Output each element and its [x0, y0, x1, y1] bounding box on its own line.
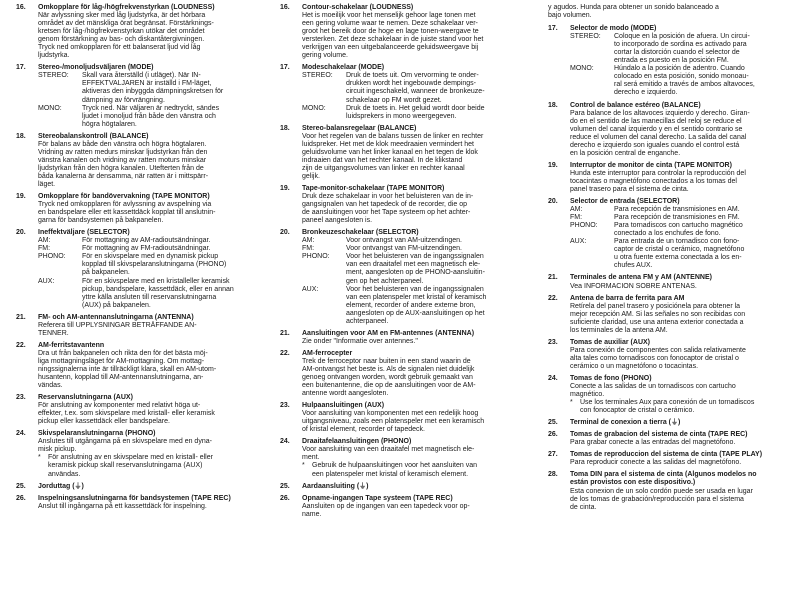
item-text: Esta conexion de un solo cordón puede ser usada en lugar de los tomas de grabación/reproducción para el sistema de cinta. — [570, 487, 753, 511]
item-body — [302, 438, 517, 478]
manual-item — [16, 314, 249, 338]
note-text: Gebruik de hulpaansluitingen voor het aansluiten van een platenspeler met kristal of keramisch element. — [312, 462, 478, 478]
item-text: Para conexión de componentes con salida relativamente alta tales como tornadiscos con fonocaptor de cristal o cerámico o un magnetófono o tocacintas. — [570, 346, 746, 370]
item-title: AM-ferrocepter — [302, 349, 353, 357]
item-number: 18. — [280, 124, 290, 132]
setting-row — [570, 206, 784, 214]
item-body — [302, 185, 517, 225]
item-body — [302, 64, 517, 120]
column-swedish — [16, 4, 249, 515]
setting-row — [570, 33, 784, 65]
setting-label: FM: — [302, 245, 315, 253]
item-body — [570, 431, 784, 447]
item-body — [38, 483, 249, 491]
item-number: 26. — [548, 431, 558, 439]
manual-item — [16, 495, 249, 511]
item-number: 23. — [548, 338, 558, 346]
item-body — [302, 330, 517, 346]
item-number: 28. — [548, 471, 558, 479]
item-text: Druk deze schakelaar in voor het beluisteren van de in- gangsignalen van het tapedeck of de recorder, die op de aansluitingen voor het Tape systeem op het achter- paneel aangesloten is. — [302, 193, 474, 225]
item-body — [570, 274, 784, 290]
item-number: 17. — [16, 64, 26, 72]
item-number: 23. — [16, 394, 26, 402]
item-text: För balans av både den vänstra och högra högtalaren. Vridning av ratten medurs minskar ljudstyrkan från den vänstra kanalen och vridning av ratten moturs minskar ljudstyrkan från den högra kanalen. Utefterten från de båda kanalerna är densamma, när ratten är i mittspärr- läget. — [38, 140, 209, 188]
item-title: Ineffektväljare (SELECTOR) — [38, 229, 130, 237]
item-number: 26. — [280, 494, 290, 502]
setting-row — [302, 286, 517, 326]
item-number: 20. — [280, 229, 290, 237]
setting-label: STEREO: — [38, 72, 69, 80]
setting-row — [38, 245, 249, 253]
item-number: 20. — [548, 198, 558, 206]
item-text: Voor aansluiting van een draaitafel met magnetisch ele- ment. — [302, 446, 475, 462]
manual-item — [16, 4, 249, 60]
note-asterisk: * — [570, 399, 573, 407]
setting-label: FM: — [38, 245, 51, 253]
item-body — [302, 125, 517, 181]
setting-text: För mottagning av AM-radioutsändningar. — [82, 237, 211, 245]
item-body — [570, 102, 784, 158]
manual-item — [16, 229, 249, 309]
item-text: När avlyssning sker med låg ljudstyrka, är det hörbara området av det mänskliga örat begränsat. Förstärknings- kretsen för låg-/högfrekvenstyrkan utökar det området genom förstärkning av bas- och diskantåtergivningen. Tryck ned omkopplaren för ett balanserat ljud vid låg ljudstyrka. — [38, 12, 214, 60]
item-title: Aardaansluiting (⏚) — [302, 482, 369, 490]
item-note — [38, 454, 249, 478]
manual-item — [280, 4, 517, 60]
setting-text: Druk de toets in. Het geluid wordt door beide luidsprekers in mono weergegeven. — [346, 104, 485, 120]
item-text: Para balance de los altavoces izquierdo y derecho. Giran- do en el sentido de las manecillas del reloj se reduce el volumen del canal izquierdo y en el sentido contrario se reduce el volumen del canal derecho. La salida del canal derecho e izquierdo son iguales cuando el control está en la posición central de enganche. — [570, 109, 750, 157]
item-body — [38, 193, 249, 225]
item-text: Voor aansluiting van komponenten met een redelijk hoog uitgangsniveau, zoals een platenspeler met een keramisch of kristal element, recorder of tapedeck. — [302, 410, 485, 434]
item-text: Referera till UPPLYSNINGAR BETRÄFFANDE AN- TENNER. — [38, 321, 197, 337]
setting-row — [302, 237, 517, 245]
item-title: Selector de modo (MODE) — [570, 25, 657, 33]
setting-text: Para recepción de transmisiones en FM. — [614, 214, 740, 222]
manual-item — [548, 162, 784, 194]
manual-item — [548, 431, 784, 447]
item-text: Vea INFORMACION SOBRE ANTENAS. — [570, 282, 697, 290]
setting-text: Skall vara återställd (i utläget). När IN- EFFEKTVALJAREN är inställd i FM-läget, aktiveras den inbyggda dämpningskretsen för dämpning av förvrängning. — [82, 72, 224, 104]
item-text: För anslutning av komponenter med relativt höga ut- effekter, t.ex. som skivspelare med kristall- eller keramisk pickup eller kassettdäck eller bandspelare. — [38, 402, 215, 426]
item-title: Hulpaansluitingen (AUX) — [302, 402, 385, 410]
item-number: 25. — [280, 482, 290, 490]
column-spanish — [548, 4, 784, 516]
setting-label: AUX: — [302, 285, 319, 293]
item-text: Para reproducir conecte a las salidas del magnetófono. — [570, 459, 742, 467]
item-number: 19. — [16, 193, 26, 201]
item-body — [570, 375, 784, 415]
manual-item — [548, 339, 784, 371]
item-title: Aansluitingen voor AM en FM-antennes (ANTENNA) — [302, 329, 475, 337]
item-text: Para grabar conecte a las entradas del magnetófono. — [570, 439, 736, 447]
manual-item — [16, 483, 249, 491]
item-text: Anslut till ingångarna på ett kassettdäck för inspelning. — [38, 502, 207, 510]
manual-item — [280, 330, 517, 346]
manual-item — [16, 430, 249, 478]
setting-text: Tryck ned. När väljaren är nedtryckt, sändes ljudet i monoljud från både den vänstra och högra högtalaren. — [82, 104, 220, 128]
manual-item — [280, 483, 517, 491]
item-number: 20. — [16, 229, 26, 237]
item-title: FM- och AM-antennanslutningarna (ANTENNA) — [38, 313, 194, 321]
item-note — [302, 462, 517, 478]
item-body — [570, 162, 784, 194]
setting-label: STEREO: — [302, 72, 333, 80]
item-title: Jorduttag (⏚) — [38, 482, 84, 490]
setting-label: MONO: — [302, 104, 326, 112]
manual-item — [280, 350, 517, 398]
manual-item — [16, 64, 249, 128]
item-body — [570, 451, 784, 467]
item-title: Antena de barra de ferrita para AM — [570, 294, 685, 302]
item-body — [302, 229, 517, 326]
setting-row — [302, 105, 517, 121]
manual-item — [548, 451, 784, 467]
item-title: Tomas de reproduccion del sistema de cinta (TAPE PLAY) — [570, 451, 763, 459]
setting-label: MONO: — [570, 65, 594, 73]
item-number: 27. — [548, 451, 558, 459]
setting-row — [570, 65, 784, 97]
setting-text: Para entrada de un tornadisco con fono- captor de cristal o cerámico, magnetófono u otra fuente externa conectada a los en- chufes AUX. — [614, 238, 745, 270]
item-body — [38, 342, 249, 390]
item-body — [38, 314, 249, 338]
item-text: Trek de ferroceptor naar buiten in een stand waarin de AM-ontvangst het beste is. Als de signalen niet duidelijk genoeg ontvangen worden, wordt gebruik gemaakt van een buitenantenne, die op de aansluitingen voor de AM- antenne wordt aangesloten. — [302, 357, 476, 398]
setting-text: För en skivspelare med en dynamisk pickup kopplad till skivspelaranslutningarna (PHONO) på bakpanelen. — [82, 253, 227, 277]
setting-text: Druk de toets uit. Om vervorming te onder- drukken wordt het ingebouwde dempings- circuit ingeschakeld, wanneer de bronkeuze- schakelaar op FM wordt gezet. — [346, 72, 485, 104]
item-title: Control de balance estéreo (BALANCE) — [570, 101, 701, 109]
setting-text: Voor ontvangst van AM-uitzendingen. — [346, 237, 462, 245]
item-body — [570, 471, 784, 511]
item-body — [570, 295, 784, 335]
item-title: Tape-monitor-schakelaar (TAPE MONITOR) — [302, 184, 445, 192]
item-title: Tomas de fono (PHONO) — [570, 374, 652, 382]
item-note — [570, 399, 784, 415]
item-number: 25. — [548, 419, 558, 427]
item-body — [38, 4, 249, 60]
manual-item — [280, 495, 517, 519]
item-number: 17. — [280, 64, 290, 72]
item-number: 21. — [548, 274, 558, 282]
setting-label: AM: — [302, 237, 315, 245]
item-text: Zie onder "Informatie over antennes." — [302, 337, 418, 345]
manual-item — [280, 125, 517, 181]
item-number: 26. — [16, 494, 26, 502]
item-body — [570, 419, 784, 427]
item-body — [38, 394, 249, 426]
item-title: AM-ferritstavantenn — [38, 341, 105, 349]
item-number: 18. — [548, 101, 558, 109]
manual-item — [548, 198, 784, 270]
item-body — [302, 495, 517, 519]
setting-text: För en skivspelare med en kristalleller keramisk pickup, bandspelare, kassettdäck, eller en annan yttre källa ansluten till reservanslutningarna (AUX) på bakpanelen. — [82, 277, 234, 309]
setting-text: Para recepción de transmisiones en AM. — [614, 206, 740, 214]
note-text: För anslutning av en skivspelare med en kristall- eller keramisk pickup skall reservanslutningarna (AUX) användas. — [48, 454, 213, 478]
note-asterisk: * — [38, 454, 41, 462]
item-body — [570, 339, 784, 371]
setting-label: STEREO: — [570, 33, 601, 41]
item-body — [302, 350, 517, 398]
item-text: Anslutes till utgångarna på en skivspelare med en dyna- misk pickup. — [38, 438, 212, 454]
item-number: 24. — [280, 438, 290, 446]
note-asterisk: * — [302, 462, 305, 470]
setting-text: Voor het beluisteren van de ingangssignalen van een draaitafel met een magnetisch ele- ment, aangesloten op de PHONO-aansluitin- gen op het achterpaneel. — [346, 253, 485, 285]
setting-row — [570, 214, 784, 222]
manual-item — [280, 438, 517, 478]
item-title: Omkopplare för låg-/högfrekvenstyrkan (LOUDNESS) — [38, 4, 215, 11]
manual-item — [548, 274, 784, 290]
item-title: Interruptor de monitor de cinta (TAPE MONITOR) — [570, 161, 732, 169]
item-number: 24. — [16, 430, 26, 438]
item-title: Bronkeuzeschakelaar (SELECTOR) — [302, 229, 419, 237]
item-number: 25. — [16, 482, 26, 490]
setting-row — [38, 237, 249, 245]
setting-row — [302, 253, 517, 285]
item-text: Tryck ned omkopplaren för avlyssning av avspelning via en bandspelare eller ett kassettdäck kopplat till anslutnin- garna för bandsystemen på bakpanelen. — [38, 201, 216, 225]
setting-row — [38, 278, 249, 310]
setting-row — [38, 253, 249, 277]
item-body — [38, 133, 249, 189]
item-text: Hunda este interruptor para controlar la reproducción del tocacintas o magnetófono conectados a los tomas del panel trasero para el sistema de cinta. — [570, 169, 746, 193]
item-body — [38, 430, 249, 478]
column-dutch — [280, 4, 517, 523]
item-body — [38, 64, 249, 128]
item-number: 18. — [16, 132, 26, 140]
item-body — [38, 495, 249, 511]
item-body — [570, 198, 784, 270]
manual-item — [16, 342, 249, 390]
item-title: Stereo-/monoljudsväljaren (MODE) — [38, 64, 154, 72]
item-title: Tomas de grabacion del sistema de cinta (TAPE REC) — [570, 431, 748, 439]
note-text: Use los terminales Aux para conexión de un tornadiscos con fonocaptor de cristal o cerámico. — [580, 399, 755, 415]
setting-label: AM: — [570, 206, 583, 214]
item-title: Tomas de auxiliar (AUX) — [570, 338, 651, 346]
item-number: 22. — [16, 341, 26, 349]
item-number: 17. — [548, 25, 558, 33]
manual-item — [548, 375, 784, 415]
item-body — [570, 25, 784, 97]
setting-label: MONO: — [38, 104, 62, 112]
manual-item — [16, 394, 249, 426]
setting-label: PHONO: — [38, 253, 66, 261]
item-title: Stereo-balansregelaar (BALANCE) — [302, 124, 417, 132]
setting-label: AUX: — [570, 238, 587, 246]
item-title: Opname-ingangen Tape systeem (TAPE REC) — [302, 494, 453, 502]
setting-row — [302, 245, 517, 253]
item-number: 22. — [548, 294, 558, 302]
item-number: 22. — [280, 349, 290, 357]
item-title: Inspelningsanslutningarna för bandsystemen (TAPE REC) — [38, 494, 231, 502]
item-text: Het is moeilijk voor het menselijk gehoor lage tonen met een gering volume waar te nemen. Deze schakelaar ver- groot het bereik door de hoge en lage tonen-weergave te versterken. Zet deze schakelaar in de juiste stand voor het verkrijgen van een uitgebalanceerde geluidsweergave bij gering volume. — [302, 12, 484, 60]
setting-label: FM: — [570, 214, 583, 222]
setting-row — [302, 72, 517, 104]
item-title: Selector de entrada (SELECTOR) — [570, 198, 680, 206]
item-title: Draaitafelaansluitingen (PHONO) — [302, 438, 412, 446]
setting-text: Para tornadiscos con cartucho magnético conectado a los enchufes de fono. — [614, 222, 743, 238]
manual-item — [280, 185, 517, 225]
item-text: Voor het regelen van de balans tussen de linker en rechter luidspreker. Het met de klok meedraaien vermindert het geluidsvolume van het linker kanaal en het tegen de klok indraaien dat van het rechter kanaal. In de klikstand zijn de uitgangsvolumes van linker en rechter kanaal gelijk. — [302, 132, 484, 180]
item-title: Terminal de conexion a tierra (⏚) — [570, 419, 681, 427]
item-title: Reservanslutningarna (AUX) — [38, 394, 133, 402]
setting-text: För mottagning av FM-radioutsändningar. — [82, 245, 211, 253]
manual-item — [548, 25, 784, 97]
manual-item — [16, 133, 249, 189]
item-body — [302, 4, 517, 60]
item-title: Toma DIN para el sistema de cinta (Algunos modelos no están provistos con este dispositivo.) — [570, 471, 757, 487]
item-number: 19. — [280, 184, 290, 192]
item-title: Skivspelaranslutningarna (PHONO) — [38, 430, 156, 438]
item-number: 23. — [280, 402, 290, 410]
item-text: Dra ut från bakpanelen och rikta den för det bästa möj- liga mottagningsläget för AM-mottagning. Om mottag- ningssignalerna inte är tillräckligt klara, skall en AM-utom- husantenn, kopplad till AM-antennanslutningarna, an- vändas. — [38, 349, 217, 390]
setting-row — [38, 105, 249, 129]
item-title: Omkopplare för bandövervakning (TAPE MONITOR) — [38, 193, 210, 201]
setting-label: AM: — [38, 237, 51, 245]
item-title: Stereobalanskontroll (BALANCE) — [38, 132, 149, 140]
item-text: Conecte a las salidas de un tornadiscos con cartucho magnético. — [570, 383, 736, 399]
item-number: 19. — [548, 161, 558, 169]
item-number: 16. — [280, 4, 290, 11]
item-number: 21. — [280, 329, 290, 337]
item-number: 21. — [16, 313, 26, 321]
manual-item — [548, 295, 784, 335]
manual-item — [548, 102, 784, 158]
item-body — [302, 483, 517, 491]
item-text: Retírela del panel trasero y posiciónela para obtener la mejor recepción AM. Si las señales no son recibidas con suficiente claridad, use una antena exterior conectada a los terminales de la antena AM. — [570, 302, 746, 334]
setting-row — [570, 222, 784, 238]
lead-paragraph: y agudos. Hunda para obtener un sonido balanceado a bajo volumen. — [548, 4, 719, 20]
item-body — [302, 402, 517, 434]
manual-item — [16, 193, 249, 225]
item-number: 16. — [16, 4, 26, 11]
item-title: Contour-schakelaar (LOUDNESS) — [302, 4, 414, 11]
setting-label: PHONO: — [302, 253, 330, 261]
item-body — [38, 229, 249, 309]
setting-text: Voor ontvangst van FM-uitzendingen. — [346, 245, 462, 253]
setting-text: Húndalo a la posición de adentro. Cuando colocado en esta posición, sonido monoau- ral será emitido a través de ambos altavoces, derecho e izquierdo. — [614, 65, 755, 97]
manual-item — [548, 419, 784, 427]
item-title: Modeschakelaar (MODE) — [302, 64, 385, 72]
manual-item — [280, 229, 517, 326]
item-title: Terminales de antena FM y AM (ANTENNE) — [570, 274, 712, 282]
setting-label: AUX: — [38, 277, 55, 285]
setting-label: PHONO: — [570, 222, 598, 230]
setting-row — [570, 238, 784, 270]
manual-item — [280, 64, 517, 120]
item-text: Aansluiten op de ingangen van een tapedeck voor op- name. — [302, 502, 470, 518]
item-number: 24. — [548, 374, 558, 382]
setting-text: Voor het beluisteren van de ingangssignalen van een platenspeler met kristal of keramisch element, recorder of andere externe bron, aangesloten op de AUX-aansluitingen op het achterpaneel. — [346, 285, 487, 325]
setting-text: Coloque en la posición de afuera. Un circui- to incorporado de sordina es activado para cortar la distorción cuando el selector de entrada es puesto en la posición FM. — [614, 33, 750, 65]
manual-item — [548, 471, 784, 511]
setting-row — [38, 72, 249, 104]
manual-item — [280, 402, 517, 434]
